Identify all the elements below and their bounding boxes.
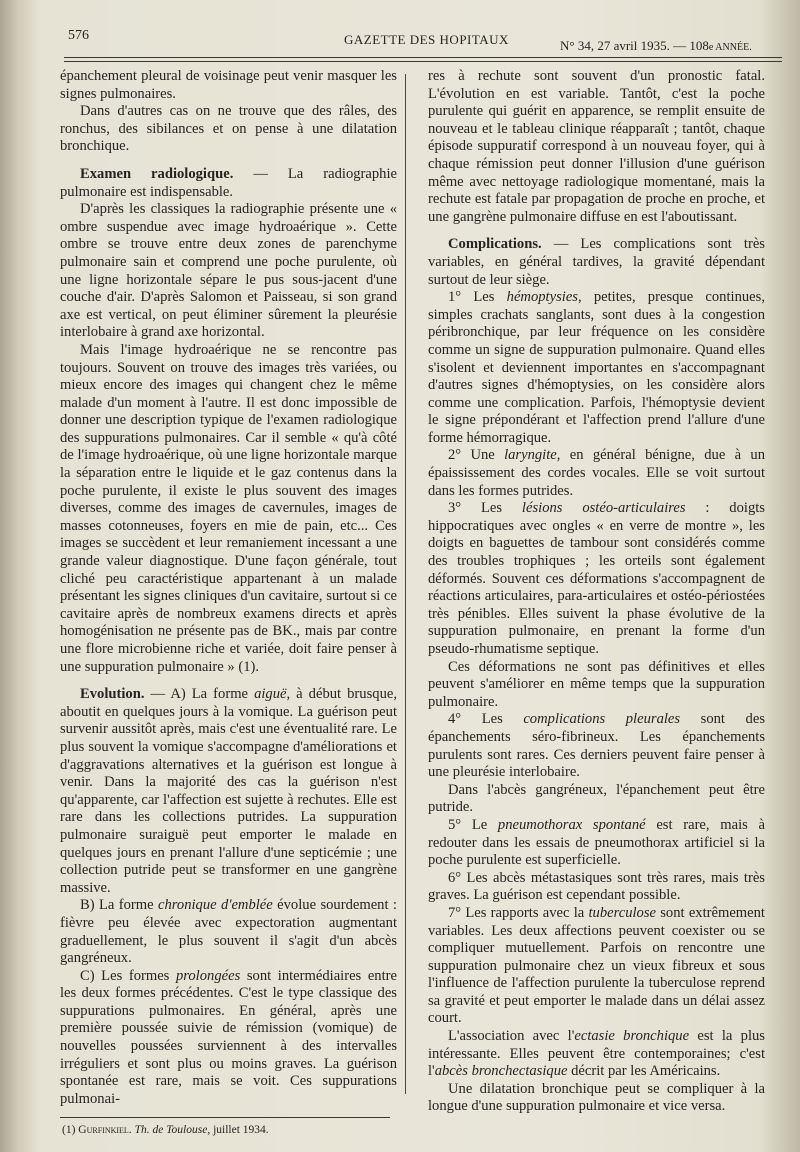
section-evolution [60,686,397,897]
paragraph [428,905,765,1028]
text: 3° Les [448,500,522,517]
text: sont des épanchements séro-fibrineux. Les épanchements purulents sont rares. Ces derniers peuvent faire penser à une pleurésie interlobaire. [428,711,765,781]
header-rule-bottom [64,61,782,62]
footnote-rule [60,1117,390,1118]
text: L'association avec l' [448,1028,575,1045]
italic-term: chronique d'emblée [158,897,273,914]
text: est rare, mais à redouter dans les essais de pneumothorax artificiel si la poche purulente est superficielle. [428,816,765,869]
text: est la plus intéressante. Elles peuvent être contemporaines; c'est l' [428,1028,765,1080]
header-rule-top [64,57,782,58]
paragraph [428,289,765,447]
section-text: — Les complications sont très variables, en général tardives, la gravité dépendant surtout de leur siège. [428,236,765,288]
italic-term: hémoptysies [506,289,578,306]
paragraph: Mais l'image hydroaérique ne se rencontre pas toujours. Souvent on trouve des images très variées, ou mieux encore des images qui changent chez le même malade d'un moment à l'autre. Il est donc impossible de donner une description typique de l'examen radiologique des suppurations pulmonaires. Car il semble « qu'à côté de l'image hydroaérique, où une ligne horizontale marque la séparation entre le liquide et le gaz contenus dans la poche purulente, il existe le plus souvent des images diverses, comme des images de cavernules, images de masses cotonneuses, foyers en mie de pain, etc... Ces images se succèdent et leur remaniement incessant a une grande valeur diagnostique. D'une façon générale, tout cliché peu caractéristique appartenant à un malade présentant les signes cliniques d'un cavitaire, surtout si ce cavitaire après de nombreux examens directs et après homogénisation ne présente pas de BK., mais par contre une flore microbienne riche et variée, doit faire penser à une suppuration pulmonaire » (1). [60,341,397,675]
section-text: , à début brusque, aboutit en quelques jours à la vomique. La guérison peut survenir aussitôt après, mais c'est une éventualité rare. Le plus souvent la vomique s'accompagne d'améliorations et d'aggravations alternatives et la guérison est longue à venir. Dans la majorité des cas la guérison n'est qu'apparente, car l'affection est sujette à rechutes. Elle est rare dans les collections putrides. La suppuration pulmonaire suraiguë peut emporter le malade en quelques jours en prenant l'allure d'une septicémie ; une collection putride peut se transformer en une gangrène massive. [60,686,397,896]
section-complications [428,236,765,289]
paragraph: Ces déformations ne sont pas définitives et elles peuvent s'améliorer en même temps que la suppuration pulmonaire. [428,658,765,710]
footnote [62,1123,269,1137]
italic-term: aiguë [254,686,287,703]
paragraph [60,968,397,1109]
paragraph [60,897,397,967]
paragraph: res à rechute sont souvent d'un pronostic fatal. L'évolution en est variable. Tantôt, c'est la poche purulente qui guérit en apparence, se remplit ensuite de nouveau et le tableau clinique réapparaît ; tantôt, chaque épisode suppuratif correspond à un nouveau foyer, qui à chaque rémission peut donner l'illusion d'une guérison même avec nettoyage radiologique momentané, mais la rechute est fatale par propagation de proche en proche, et une gangrène pulmonaire diffuse en est l'aboutissant. [428,68,765,225]
text: B) La forme [80,897,158,914]
text: , en général bénigne, due à un épaississement des cordes vocales. Elle se voit surtout dans les formes putrides. [428,447,765,499]
footnote-author: Gurfinkiel. [78,1124,132,1136]
text: 2° Une [448,447,505,464]
issue-info [560,38,752,54]
text: C) Les formes [80,967,176,984]
section-radiology [60,166,397,201]
section-heading: Examen radiologique. [80,165,234,182]
page-number: 576 [68,28,89,43]
text: 4° Les [448,711,524,728]
italic-term: prolongées [175,967,241,984]
italic-term: ectasie bronchique [574,1028,690,1045]
italic-term: pneumothorax spontané [497,816,646,833]
paragraph: Dans l'abcès gangréneux, l'épanchement peut être putride. [428,781,765,816]
section-text: — A) La forme [144,686,255,703]
paragraph [428,447,765,500]
paragraph [428,500,765,658]
section-heading: Evolution. [80,686,145,703]
paragraph [428,711,765,781]
page-header [64,22,784,62]
right-column [428,68,765,1116]
journal-title: GAZETTE DES HOPITAUX [344,32,509,47]
left-column [60,68,397,1108]
italic-term: tuberculose [588,904,657,921]
paragraph: Dans d'autres cas on ne trouve que des râles, des ronchus, des sibilances et on pense à une dilatation bronchique. [60,103,397,155]
column-divider [405,74,406,1094]
text: évolue sourdement : fièvre peu élevée avec expectoration augmentant graduellement, le plus souvent il s'agit d'un abcès gangréneux. [60,897,397,967]
text: sont extrêmement variables. Les deux affections peuvent coexister ou se compliquer mutuellement. Parfois on rencontre une suppuration pulmonaire chez un vieux fibreux et sous l'influence de l'affection purulente la tuberculose reprend sa gravité et peut emporter le malade dans un délai assez court. [428,904,765,1027]
paragraph: Une dilatation bronchique peut se compliquer à la longue d'une suppuration pulmonaire et vice versa. [428,1080,765,1115]
paragraph: épanchement pleural de voisinage peut venir masquer les signes pulmonaires. [60,68,397,102]
text: sont intermédiaires entre les deux formes précédentes. C'est le type classique des suppurations pulmonaires. En général, après une première poussée suivie de rémission (vomique) de nouvelles poussées surviennent à des intervalles irréguliers et sont plus ou moins graves. La guérison spontanée est rare, mais se voit. Ces suppurations pulmonai- [60,967,397,1107]
italic-term: complications pleurales [523,711,681,728]
issue-suffix: e ANNÉE. [708,42,752,53]
footnote-number: (1) [62,1124,79,1136]
paragraph [428,817,765,870]
italic-term: laryngite [504,447,557,464]
footnote-work: Th. de Toulouse, [131,1124,211,1136]
paragraph [428,1028,765,1081]
text: 7° Les rapports avec la [448,904,589,921]
text: , petites, presque continues, simples crachats sanglants, sont dues à la congestion péribronchique, par leur fréquence on les considère comme un signe de suppuration pulmonaire. Quand elles s'isolent et deviennent importantes en s'accompagnant d'autres signes d'hémoptysies, on les considère alors comme une complication. Parfois, l'hémoptysie devient le signe prépondérant et l'affection prend l'allure d'une forme hémorragique. [428,289,765,446]
section-heading: Complications. [448,236,542,253]
paragraph: D'après les classiques la radiographie présente une « ombre suspendue avec image hydroaérique ». Cette ombre se trouve entre deux zones de parenchyme pulmonaire sain et comprend une poche purulente, où une ligne horizontale sépare le pus sous-jacent d'une couche d'air. D'après Salomon et Paisseau, si son grand axe est vertical, on peut éliminer sûrement la pleurésie interlobaire à grand axe horizontal. [60,201,397,341]
issue-text: N° 34, 27 avril 1935. — 108 [560,38,709,53]
text: 1° Les [448,289,507,306]
paragraph: 6° Les abcès métastasiques sont très rares, mais très graves. La guérison est cependant possible. [428,869,765,904]
italic-term: abcès bronchectasique [434,1063,568,1080]
footnote-date: juillet 1934. [210,1124,269,1136]
text: : doigts hippocratiques avec ongles « en verre de montre », les doigts en baguettes de tambour sont considérés comme des troubles trophiques ; les orteils sont également déformés. Souvent ces déformations s'accompagnent de réactions articulaires, para-articulaires et ostéo-périostées très pénibles. Elles suivent la phase évolutive de la suppuration pulmonaire, en prenant la forme d'un pseudo-rhumatisme septique. [428,500,765,657]
italic-term: lésions ostéo-articulaires [521,500,686,517]
text: 5° Le [448,816,498,833]
text: décrit par les Américains. [567,1063,721,1080]
section-text: — La radiographie pulmonaire est indispensable. [60,165,397,200]
